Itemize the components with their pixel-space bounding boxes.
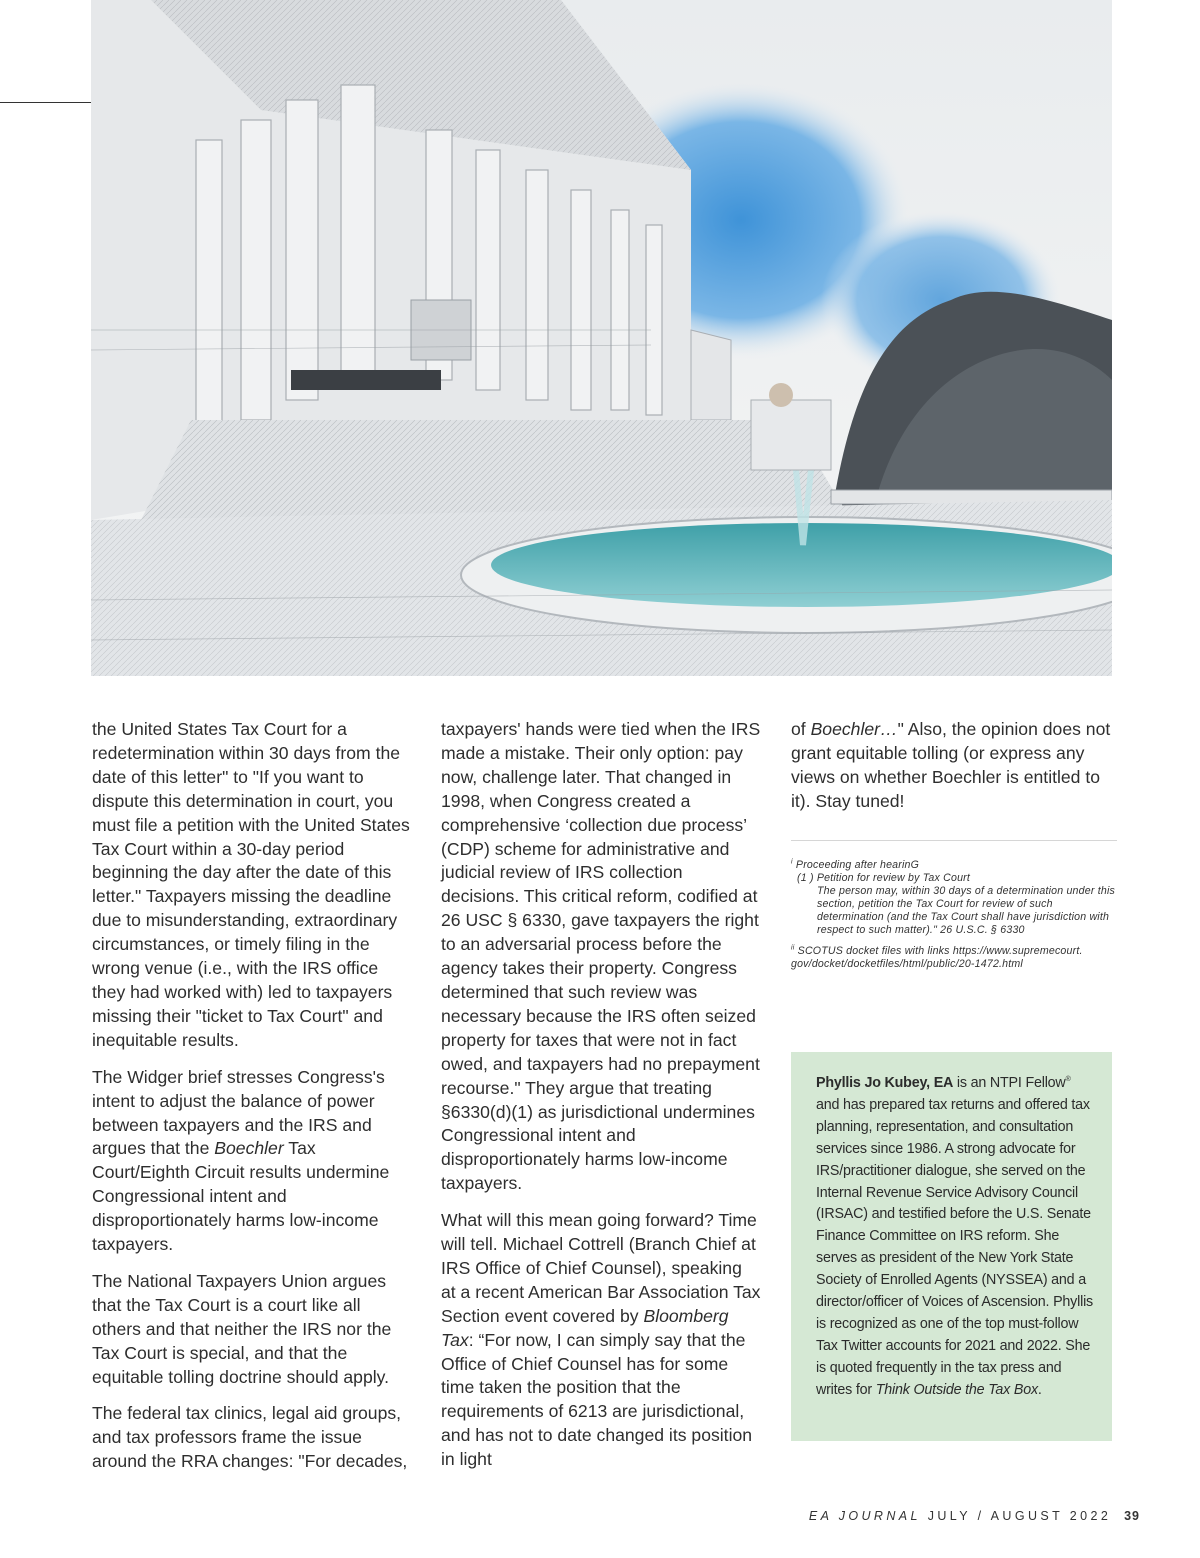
issue-date: JULY / AUGUST 2022	[927, 1509, 1112, 1523]
page-number: 39	[1124, 1509, 1140, 1523]
footnote-divider	[791, 840, 1117, 841]
paragraph: of Boechler…" Also, the opinion does not grant equitable tolling (or express any views on whether Boechler is entitled to it). Stay tuned!	[791, 719, 1111, 811]
paragraph: the United States Tax Court for a redetermination within 30 days from the date of this letter" to "If you want to dispute this determination in court, you must file a petition with the United States Tax Court within a 30-day period beginning the day after the date of this letter." Taxpayers missing the deadline due to misunderstanding, extraordinary circumstances, or timely filing in the wrong venue (i.e., with the IRS office they had worked with) led to taxpayers missing their "ticket to Tax Court" and inequitable results.	[92, 719, 410, 1050]
paragraph: The federal tax clinics, legal aid groups, and tax professors frame the issue around the RRA changes: "For decades,	[92, 1403, 408, 1472]
footnote-1: $^i$ Proceeding after hearinG (1 ) Petition for review by Tax Court The person may, within 30 days of a determination under this section, petition the Tax Court for review of such determination (and the Tax Court shall have jurisdiction with respect to such matter)." 26 U.S.C. § 6330	[791, 858, 1115, 936]
author-name: Phyllis Jo Kubey, EA	[816, 1075, 954, 1091]
paragraph: The National Taxpayers Union argues that the Tax Court is a court like all others and that neither the IRS nor the Tax Court is special, and that the equitable tolling doctrine should apply.	[92, 1270, 392, 1387]
paragraph: taxpayers' hands were tied when the IRS made a mistake. Their only option: pay now, challenge later. That changed in 1998, when Congress created a comprehensive ‘collection due process’ (CDP) scheme for administrative and judicial review of IRS collection decisions. This critical reform, codified at 26 USC § 6330, gave taxpayers the right to an adversarial process before the agency takes their property. Congress determined that such review was necessary because the IRS often seized property for taxes that were not in fact owed, and taxpayers had no prepayment recourse." They argue that treating §6330(d)(1) as jurisdictional undermines Congressional intent and disproportionately harms low-income taxpayers.	[441, 719, 761, 1194]
author-bio-box: Phyllis Jo Kubey, EA is an NTPI Fellow® and has prepared tax returns and offered tax planning, representation, and consultation services since 1986. A strong advocate for IRS/practitioner dialogue, she served on the Internal Revenue Service Advisory Council (IRSAC) and testified before the U.S. Senate Finance Committee on IRS reform. She serves as president of the New York State Society of Enrolled Agents (NYSSEA) and a director/officer of Voices of Ascension. Phyllis is recognized as one of the top must-follow Tax Twitter accounts for 2021 and 2022. She is quoted frequently in the tax press and writes for Think Outside the Tax Box.	[791, 1052, 1112, 1441]
book-title: Think Outside the Tax Box	[875, 1381, 1038, 1398]
journal-name: EA JOURNAL	[808, 1509, 921, 1523]
page-footer	[809, 1509, 1140, 1523]
text-column-2	[441, 718, 761, 1485]
paragraph: What will this mean going forward? Time will tell. Michael Cottrell (Branch Chief at IRS Office of Chief Counsel), speaking at a recent American Bar Association Tax Section event covered by Bloomberg Tax: “For now, I can simply say that the Office of Chief Counsel has for some time taken the position that the requirements of 6213 are jurisdictional, and has not to date changed its position in light	[441, 1210, 761, 1470]
courthouse-illustration-icon	[91, 0, 1112, 676]
decorative-rule	[0, 102, 93, 103]
footnote-2: $^{ii}$ SCOTUS docket files with links https://www.supremecourt. gov/docket/docketfiles/html/public/20-1472.html	[791, 944, 1083, 970]
paragraph: The Widger brief stresses Congress's intent to adjust the balance of power between taxpayers and the IRS and argues that the Boechler Tax Court/Eighth Circuit results undermine Congressional intent and disproportionately harms low-income taxpayers.	[92, 1066, 390, 1255]
text-column-3	[791, 718, 1119, 979]
hero-illustration	[91, 0, 1112, 676]
text-column-1	[92, 718, 412, 1487]
